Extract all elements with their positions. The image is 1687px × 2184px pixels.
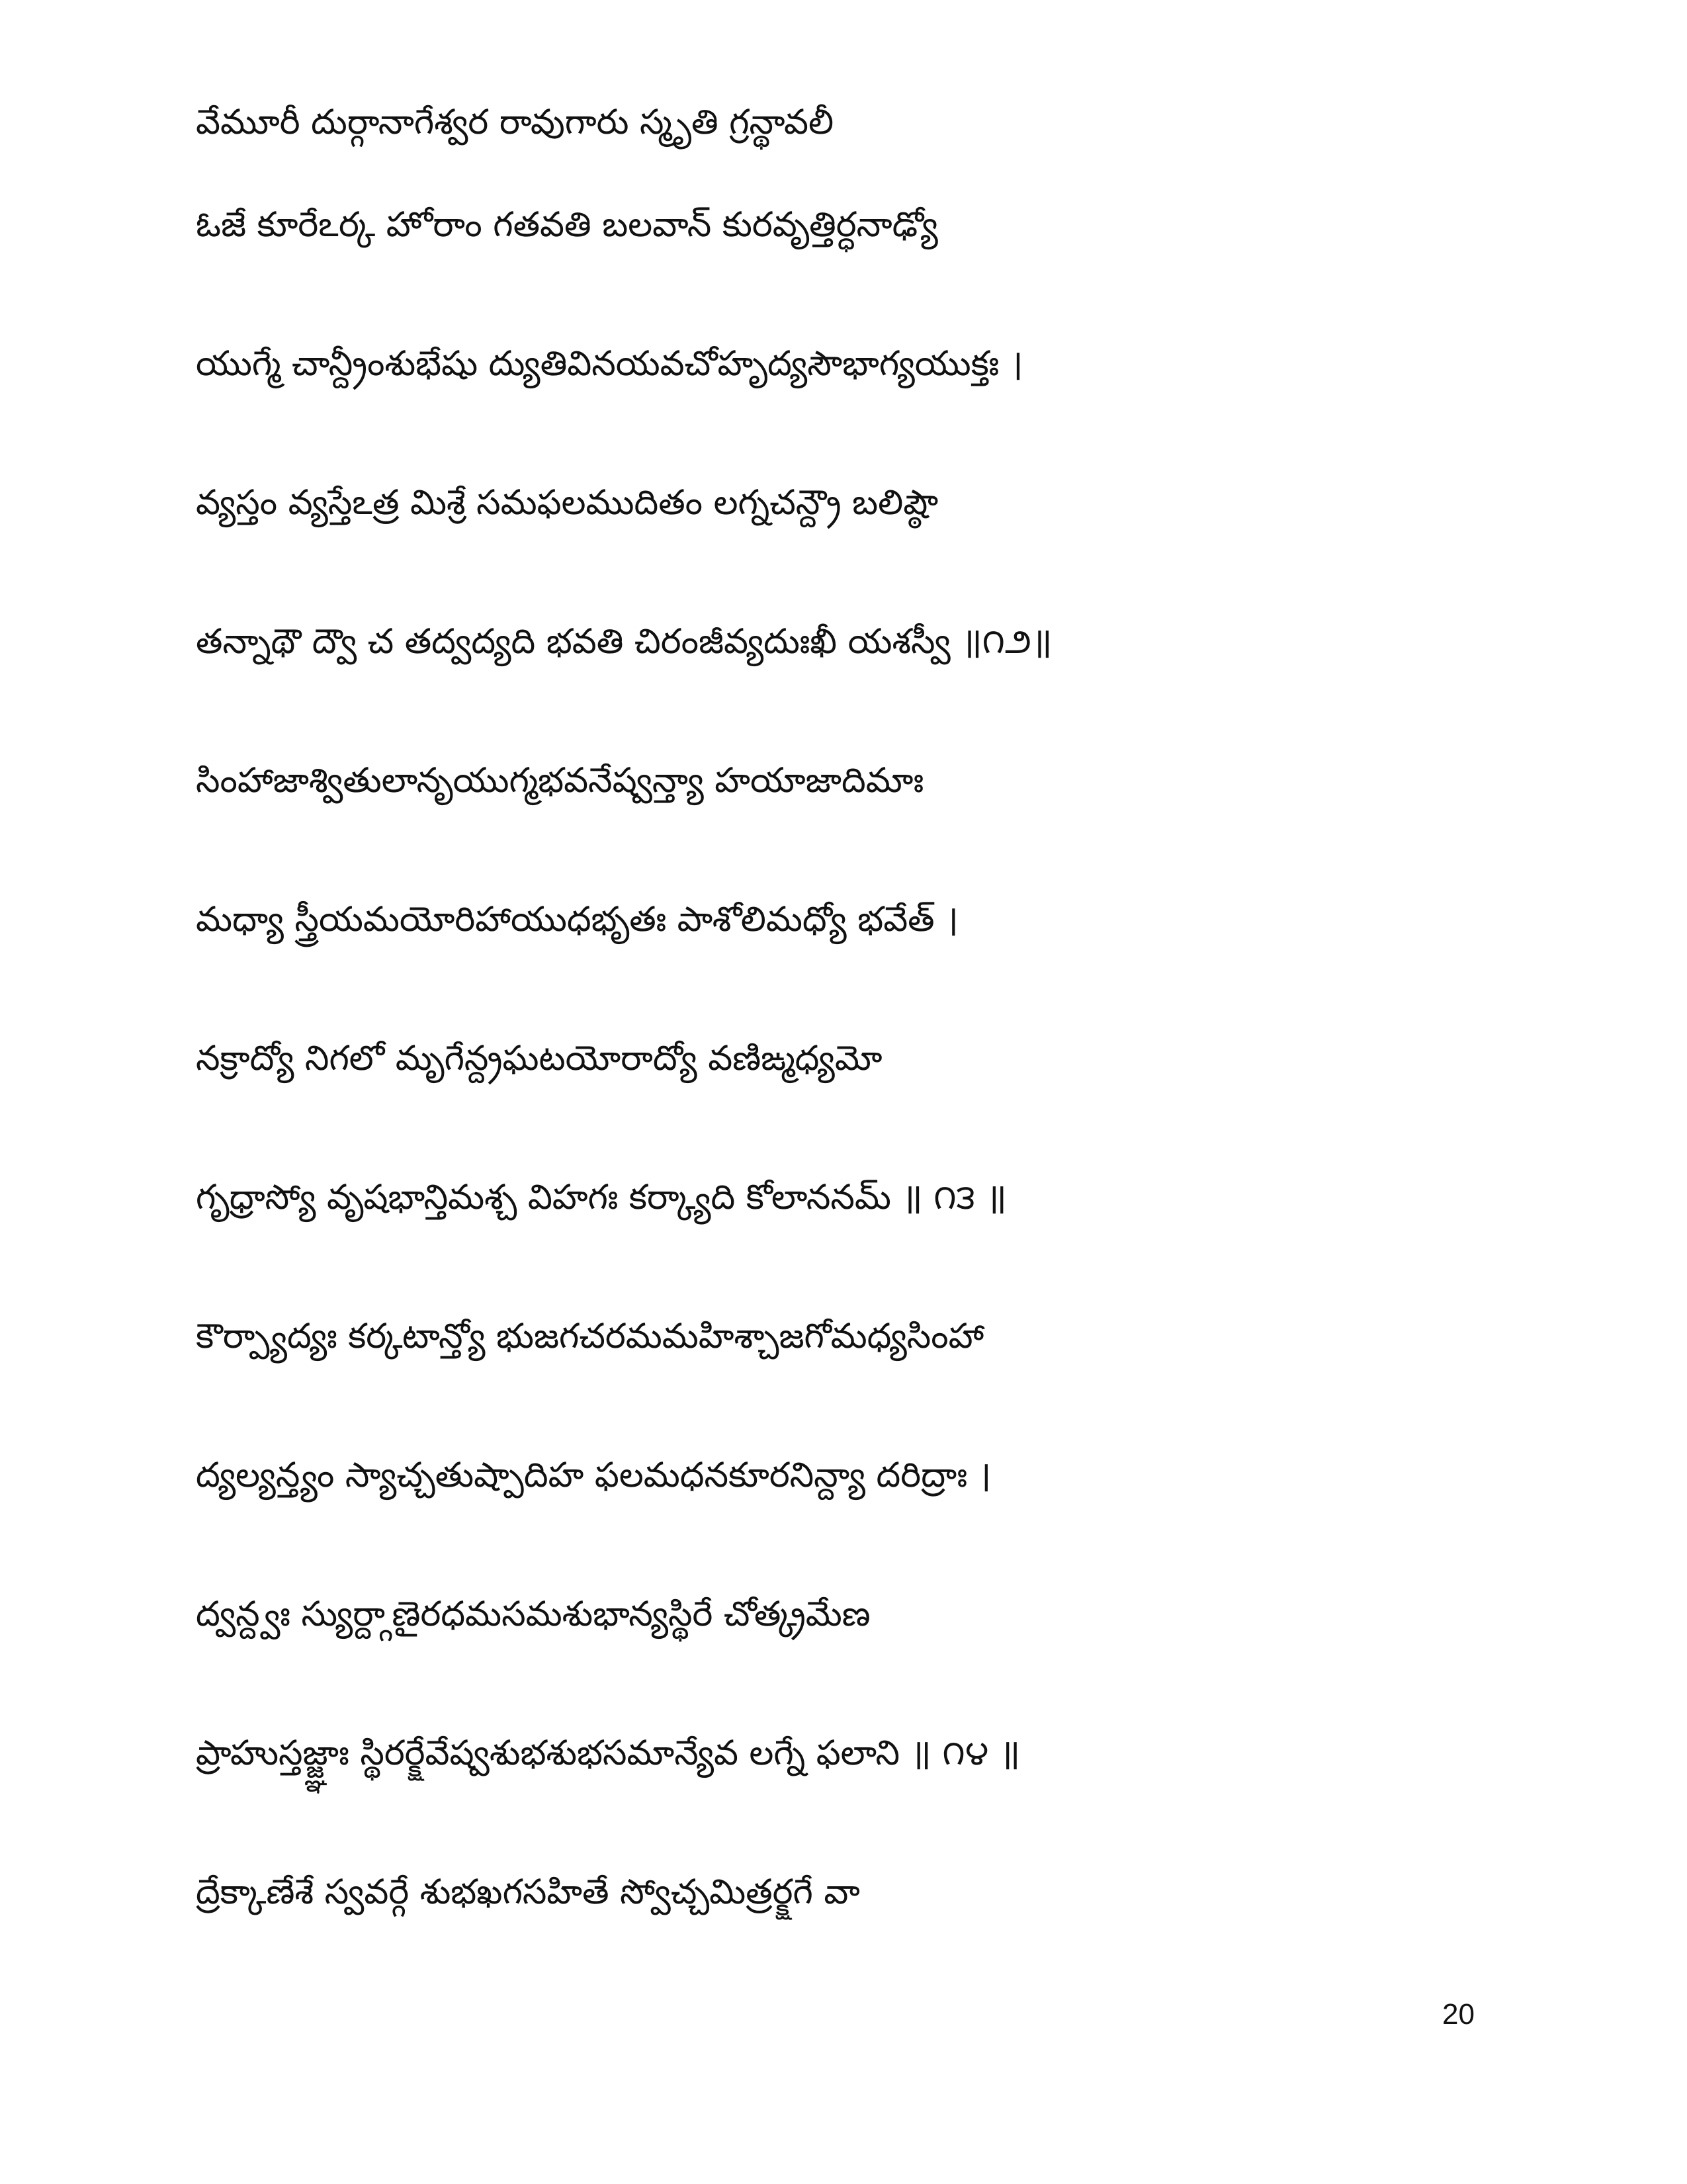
verse-line-7: నక్రాద్యో నిగలో మృగేన్ద్రఘటయోరాద్యో వణిఙ్మధ్యమో bbox=[196, 1039, 883, 1078]
verse-line-8: గృధ్రాస్యో వృషభాన్తిమశ్చ విహగః కర్క్యాది కోలాననమ్ ॥ ౧౩ ॥ bbox=[196, 1178, 1007, 1217]
verse-line-11: ద్వన్ద్వః స్యుర్ద్గాణైరధమసమశుభాన్యస్థిరే చోత్క్రమేణ bbox=[196, 1594, 871, 1634]
document-header: వేమూరీ దుర్గానాగేశ్వర రావుగారు స్మృతి గ్రన్థావలీ bbox=[196, 103, 834, 142]
verse-line-3: వ్యస్తం వ్యస్తేఽత్ర మిశ్రే సమఫలముదితం లగ్నచన్ద్రౌ బలిష్ఠౌ bbox=[196, 483, 939, 523]
verse-line-12: ప్రాహుస్తజ్జ్ఞాః స్థిరర్క్షేవేష్వశుభశుభసమాన్యేవ లగ్నే ఫలాని ॥ ౧౪ ॥ bbox=[196, 1733, 1021, 1773]
verse-line-6: మధ్యా స్త్రీయమయోరిహాయుధభృతః పాశోలిమధ్యో భవేత్ । bbox=[196, 900, 959, 939]
verse-line-10: ద్యల్యన్త్యం స్యాచ్చతుష్పాదిహ ఫలమధనకూరనిన్ద్యా దరిద్రాః । bbox=[196, 1456, 992, 1495]
verse-line-2: యుగ్మే చాన్ద్రీంశుభేషు ద్యుతివినయవచోహృద్యసౌభాగ్యయుక్తః । bbox=[196, 344, 1023, 384]
verse-line-13: ద్రేక్కాణేశే స్వవర్గే శుభఖగసహితే స్వోచ్చమిత్రర్క్షగే వా bbox=[196, 1872, 860, 1912]
verse-line-5: సింహాజాశ్వితులానృయుగ్మభవనేష్వన్త్యా హయాజాదిమాః bbox=[196, 761, 924, 801]
verse-line-4: తన్నాథౌ ద్వౌ చ తద్వద్యది భవతి చిరంజీవ్యదుఃఖీ యశస్వీ ॥౧౨॥ bbox=[196, 622, 1053, 662]
verse-line-9: కౌర్ప్యాద్యః కర్కటాన్త్యో భుజగచరమమహిశ్చాజగోమధ్యసింహా bbox=[196, 1317, 984, 1356]
page-number: 20 bbox=[1442, 1998, 1475, 2031]
verse-line-1: ఓజే కూరేఽర్క హోరాం గతవతి బలవాన్ కురవృత్తిర్ధనాఢ్యో bbox=[196, 205, 938, 245]
